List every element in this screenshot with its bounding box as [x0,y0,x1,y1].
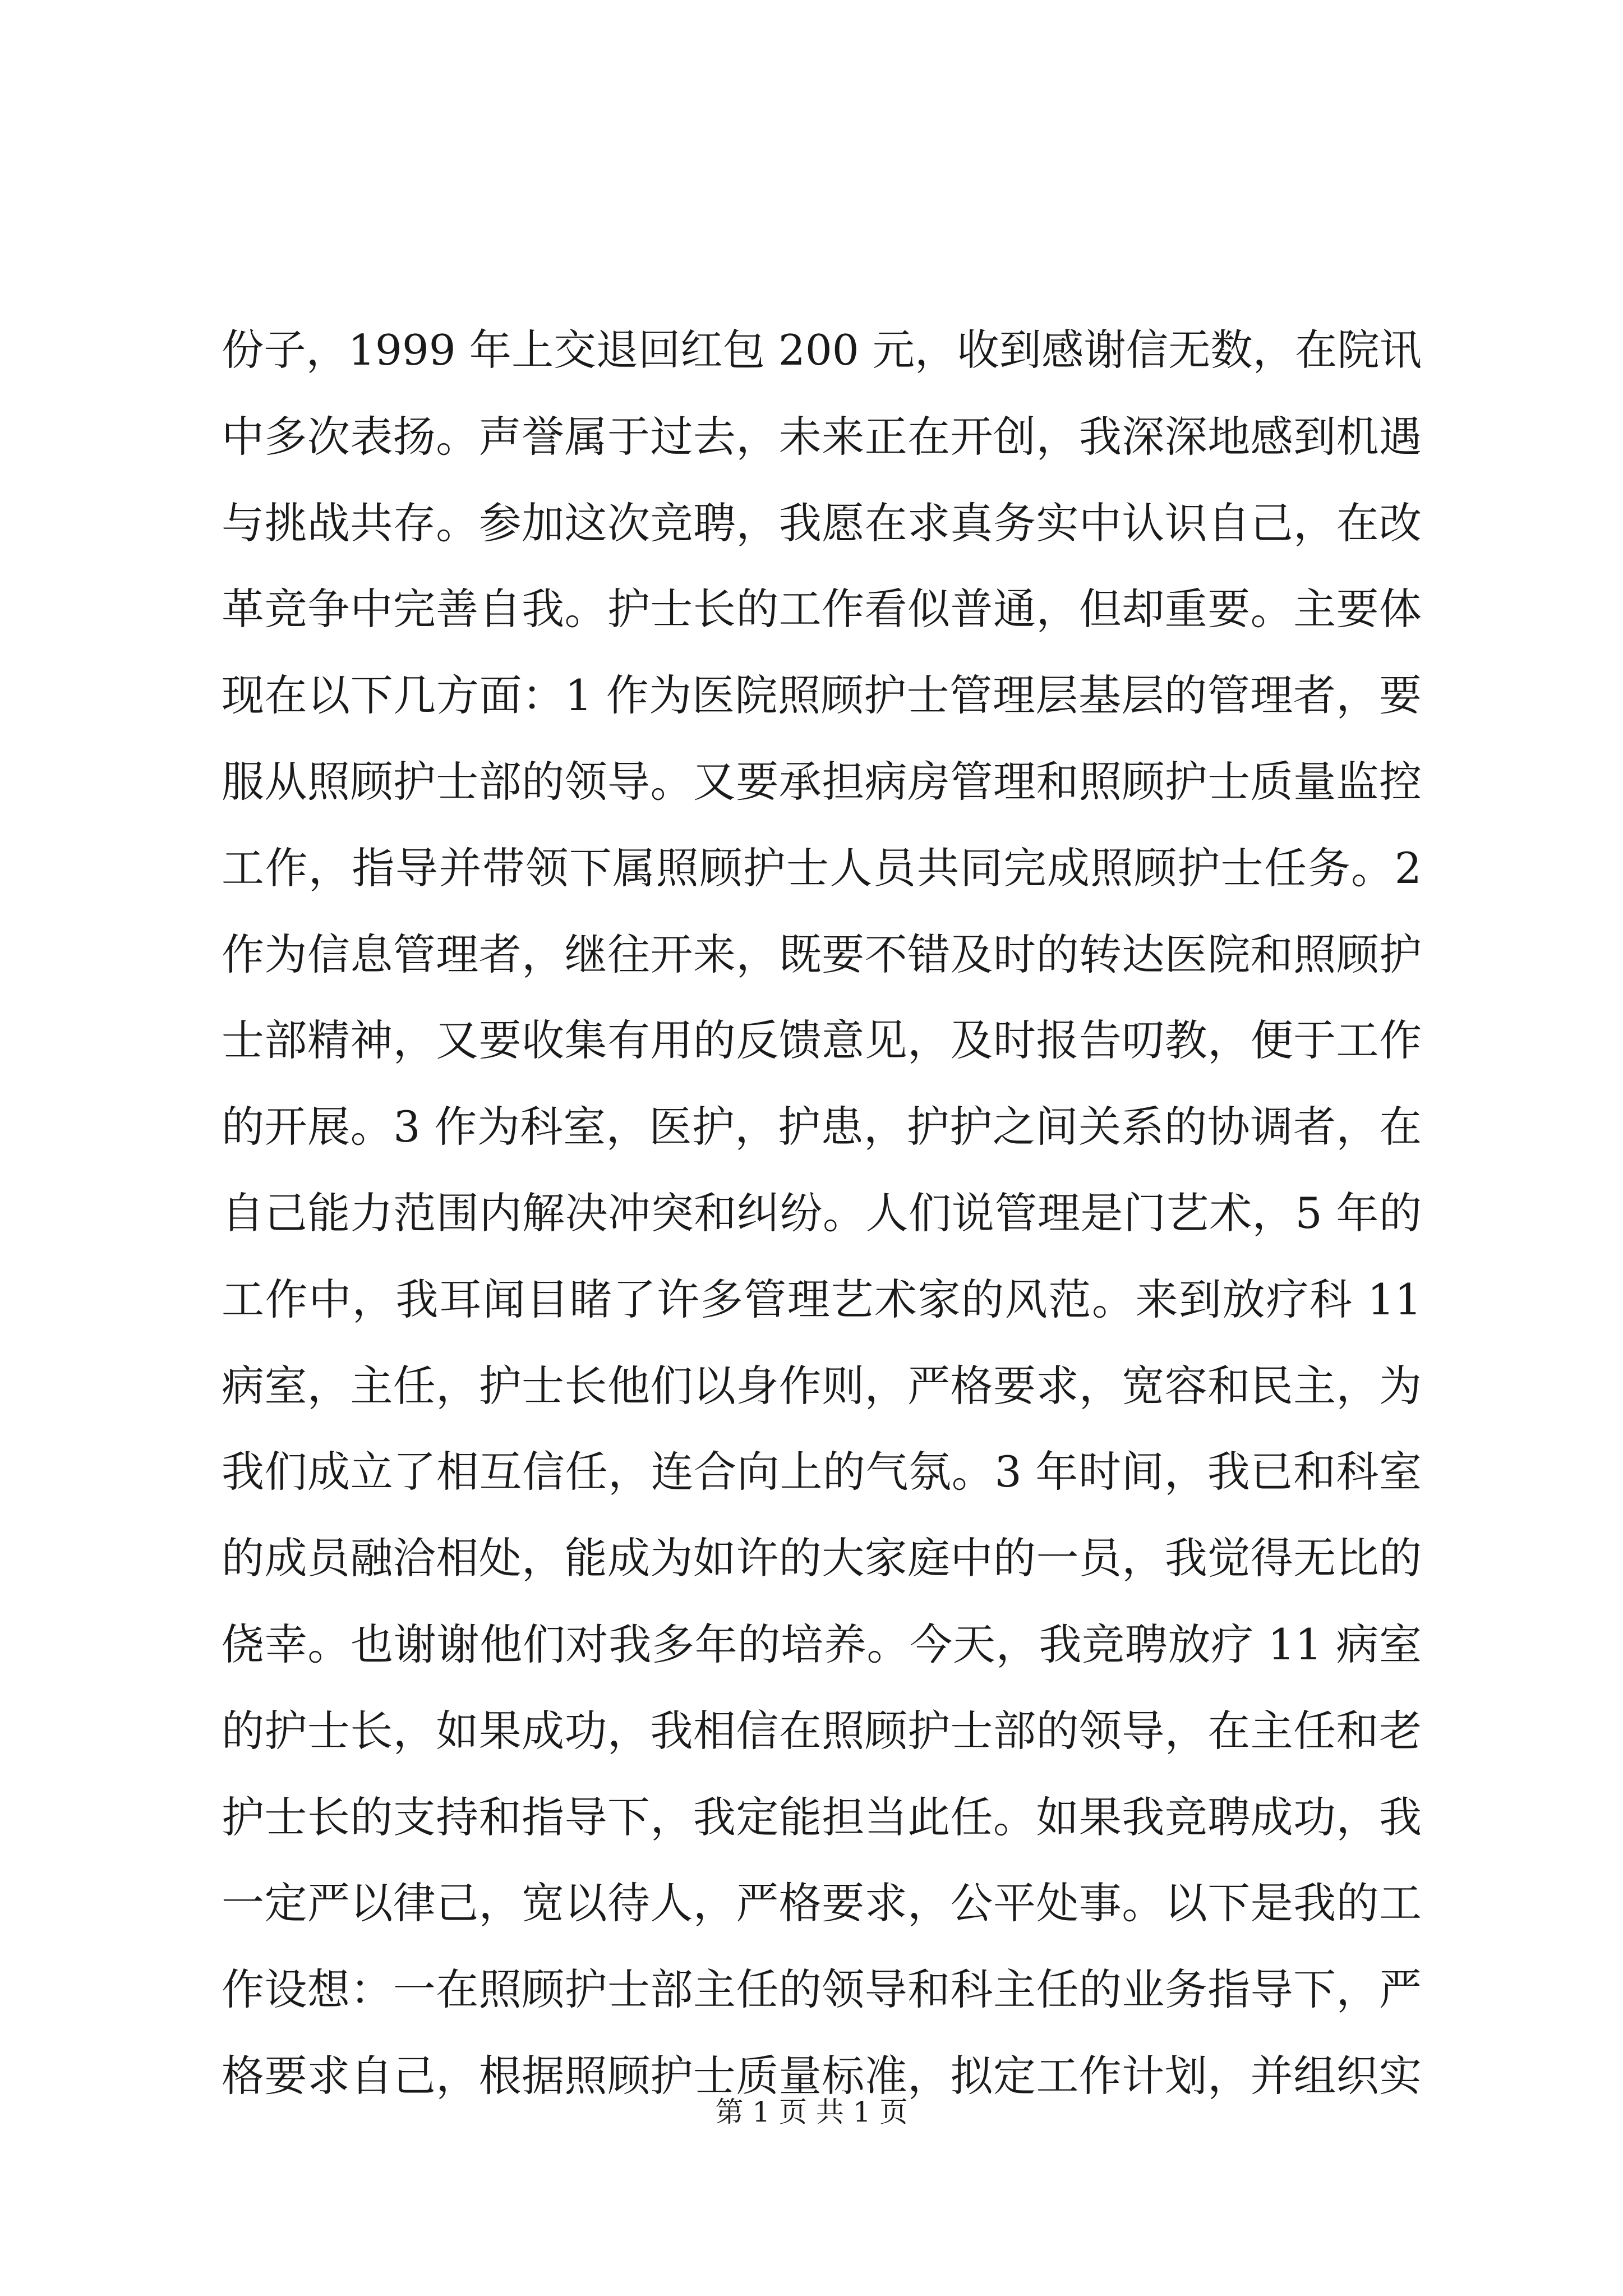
text-line: 份子，1999 年上交退回红包 200 元，收到感谢信无数，在院讯 [222,325,1422,375]
text-line: 我们成立了相互信任，连合向上的气氛。3 年时间，我已和科室 [222,1447,1422,1497]
text-line: 的成员融洽相处，能成为如许的大家庭中的一员，我觉得无比的 [222,1533,1422,1584]
text-line: 服从照顾护士部的领导。又要承担病房管理和照顾护士质量监控 [222,756,1422,807]
page-footer [0,2095,1623,2129]
text-line: 工作中，我耳闻目睹了许多管理艺术家的风范。来到放疗科 11 [222,1274,1422,1324]
text-line: 一定严以律己，宽以待人，严格要求，公平处事。以下是我的工 [222,1878,1422,1929]
text-line: 作为信息管理者，继往开来，既要不错及时的转达医院和照顾护 [222,929,1422,979]
text-line: 的开展。3 作为科室，医护，护患，护护之间关系的协调者，在 [222,1102,1422,1152]
text-line: 士部精神，又要收集有用的反馈意见，及时报告叨教，便于工作 [222,1015,1422,1066]
text-line: 作设想：一在照顾护士部主任的领导和科主任的业务指导下，严 [222,1964,1422,2015]
text-line: 格要求自己，根据照顾护士质量标准，拟定工作计划，并组织实 [222,2050,1422,2101]
text-line: 的护士长，如果成功，我相信在照顾护士部的领导，在主任和老 [222,1705,1422,1756]
text-line: 护士长的支持和指导下，我定能担当此任。如果我竞聘成功，我 [222,1792,1422,1842]
text-line: 病室，主任，护士长他们以身作则，严格要求，宽容和民主，为 [222,1360,1422,1411]
text-line: 自己能力范围内解决冲突和纠纷。人们说管理是门艺术，5 年的 [222,1188,1422,1238]
text-line: 革竞争中完善自我。护士长的工作看似普通，但却重要。主要体 [222,584,1422,634]
page-number: 第 1 页 共 1 页 [715,2096,908,2128]
text-line: 与挑战共存。参加这次竞聘，我愿在求真务实中认识自己，在改 [222,498,1422,548]
body-paragraph [222,307,1422,2119]
text-line: 现在以下几方面：1 作为医院照顾护士管理层基层的管理者，要 [222,670,1422,721]
text-line: 侥幸。也谢谢他们对我多年的培养。今天，我竞聘放疗 11 病室 [222,1619,1422,1669]
text-line: 中多次表扬。声誉属于过去，未来正在开创，我深深地感到机遇 [222,411,1422,462]
text-line: 工作，指导并带领下属照顾护士人员共同完成照顾护士任务。2 [222,843,1422,893]
